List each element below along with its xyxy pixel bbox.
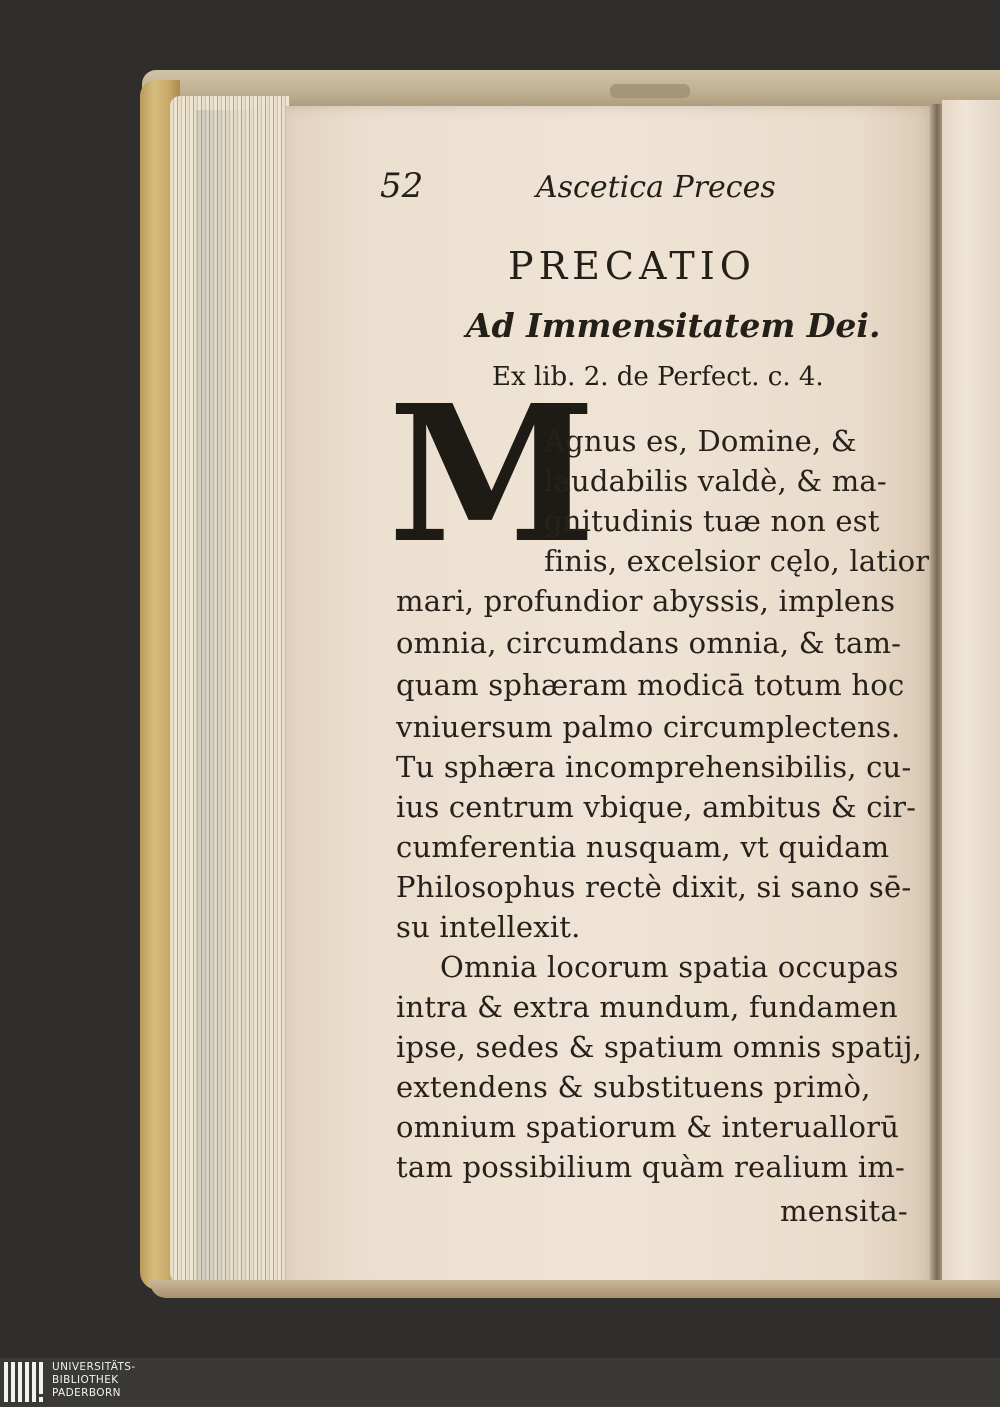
body-line: gnitudinis tuæ non est (544, 504, 880, 538)
catchword: mensita- (780, 1194, 908, 1228)
logo-line: BIBLIOTHEK (52, 1374, 119, 1386)
body-line: omnia, circumdans omnia, & tam- (396, 626, 902, 660)
book-bottom-edge (150, 1280, 1000, 1298)
body-line: laudabilis valdè, & ma- (544, 464, 887, 498)
page-stack-shade (196, 110, 276, 1280)
body-line: extendens & substituens primò, (396, 1070, 871, 1104)
body-line: Omnia locorum spatia occupas (440, 950, 899, 984)
running-head: Ascetica Preces (536, 170, 776, 205)
cover-wear-mark (610, 84, 690, 98)
prayer-subtitle: Ad Immensitatem Dei. (466, 306, 881, 345)
body-line: Agnus es, Domine, & (544, 424, 857, 458)
facing-page-edge (942, 100, 1000, 1292)
body-line: finis, excelsior cęlo, latior (544, 544, 930, 578)
logo-line: UNIVERSITÄTS- (52, 1361, 136, 1373)
body-line: Tu sphæra incomprehensibilis, cu- (396, 750, 912, 784)
body-line: tam possibilium quàm realium im- (396, 1150, 905, 1184)
body-line: cumferentia nusquam, vt quidam (396, 830, 890, 864)
body-line: mari, profundior abyssis, implens (396, 584, 896, 618)
library-logo-text (52, 1361, 136, 1400)
prayer-source: Ex lib. 2. de Perfect. c. 4. (492, 362, 824, 392)
body-line: omnium spatiorum & interuallorū (396, 1110, 900, 1144)
logo-line: PADERBORN (52, 1387, 121, 1399)
prayer-title: PRECATIO (508, 244, 756, 288)
body-line: ipse, sedes & spatium omnis spatij, (396, 1030, 923, 1064)
body-line: intra & extra mundum, fundamen (396, 990, 898, 1024)
body-line: su intellexit. (396, 910, 581, 944)
library-logo-icon (4, 1360, 48, 1404)
page-number: 52 (380, 166, 424, 206)
library-footer-banner (0, 1358, 1000, 1407)
body-line: vniuersum palmo circumplectens. (396, 710, 901, 744)
body-line: Philosophus rectè dixit, si sano sē- (396, 870, 912, 904)
body-line: ius centrum vbique, ambitus & cir- (396, 790, 917, 824)
body-line: quam sphæram modicā totum hoc (396, 668, 905, 702)
drop-cap: M (388, 364, 593, 585)
